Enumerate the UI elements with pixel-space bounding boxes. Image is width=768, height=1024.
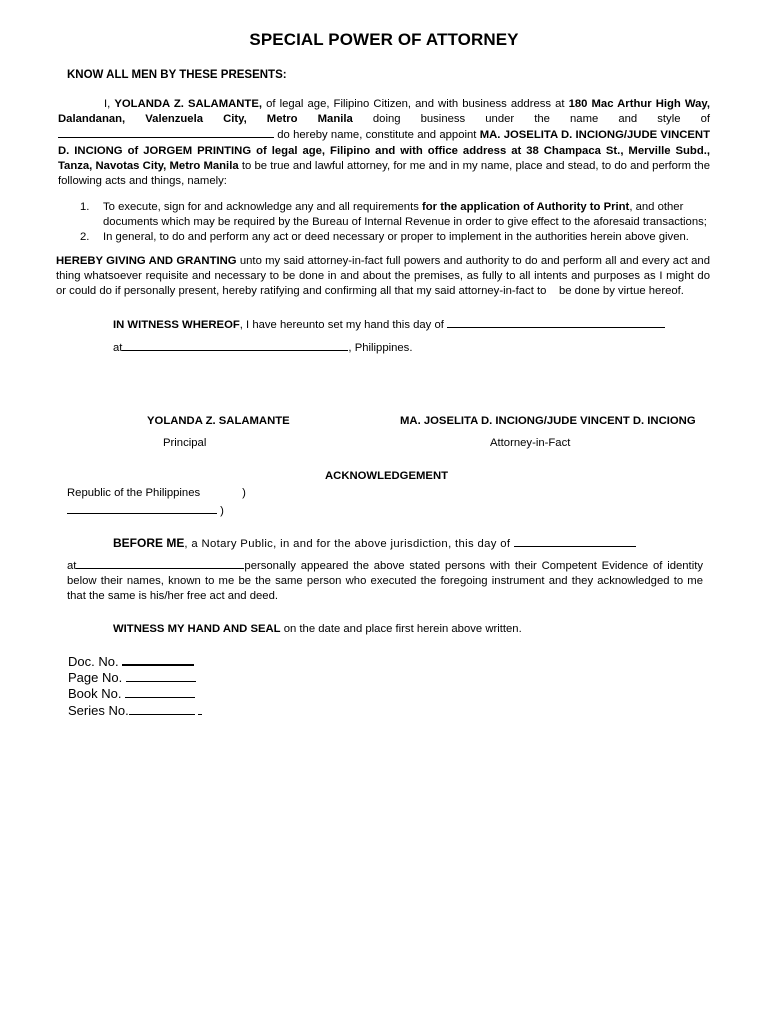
principal-name: YOLANDA Z. SALAMANTE	[147, 415, 290, 427]
grantor-paragraph: I, YOLANDA Z. SALAMANTE, of legal age, Filipino Citizen, and with business address at 180 Mac Arthur High Way, Dalandanan, Valenzuela City, Metro Manila doing business under the name and style of do hereby name, constitute and appoint MA. JOSELITA D. INCIONG/JUDE VINCENT D. INCIONG of JORGEM PRINTING of legal age, Filipino and with office address at 38 Champaca St., Merville Subd., Tanza, Navotas City, Metro Manila to be true and lawful attorney, for me and in my name, place and stead, to do and perform the following acts and things, namely:	[58, 98, 711, 188]
place-blank	[122, 340, 348, 351]
before-me-line: BEFORE ME, a Notary Public, in and for the above jurisdiction, this day of	[113, 536, 703, 550]
ack-date-blank	[514, 536, 636, 547]
doc-no-blank	[122, 654, 194, 666]
series-no-blank	[129, 704, 195, 715]
page-no-line: Page No.	[68, 670, 196, 685]
attorney-name: MA. JOSELITA D. INCIONG/JUDE VINCENT D. INCIONG	[400, 415, 696, 427]
book-no-blank	[125, 687, 195, 698]
grantor-name: YOLANDA Z. SALAMANTE,	[114, 98, 263, 110]
attorney-names: MA. JOSELITA D. INCIONG/JUDE VINCENT D. INCIONG of JORGEM PRINTING of legal age, Filipino and with office address at 38 Champaca St., Merville Subd., Tanza, Navotas City, Metro Manila	[58, 129, 710, 172]
business-name-blank	[58, 127, 274, 138]
intro-heading: KNOW ALL MEN BY THESE PRESENTS:	[67, 69, 287, 81]
book-no-line: Book No.	[68, 686, 195, 701]
venue-republic: Republic of the Philippines )	[67, 487, 246, 499]
acknowledgement-heading: ACKNOWLEDGEMENT	[325, 470, 449, 482]
principal-role: Principal	[163, 437, 207, 449]
acknowledgement-paragraph: at personally appeared the above stated persons with their Competent Evidence of identity below their names, known to me be the same person who executed the foregoing instrument and they acknowledged to me that the same is his/her free act and deed.	[67, 560, 703, 603]
grantor-address: 180 Mac Arthur High Way, Dalandanan, Valenzuela City, Metro Manila	[58, 98, 710, 126]
page-no-blank	[126, 671, 196, 682]
venue-city: )	[67, 503, 224, 517]
date-blank	[447, 317, 665, 328]
doc-no-line: Doc. No.	[68, 654, 194, 669]
powers-list	[58, 200, 713, 246]
witness-place-line: at , Philippines.	[113, 342, 413, 354]
granting-paragraph: HEREBY GIVING AND GRANTING unto my said attorney-in-fact full powers and authority to do and perform all and every act and thing whatsoever requisite and necessary to be done in and about the premises, as fully to all intents and purposes as I might do or could do if personally present, hereby ratifying and confirming all that my said attorney-in-fact to be done by virtue hereof.	[56, 255, 710, 298]
series-no-line: Series No.	[68, 703, 202, 718]
venue-blank	[67, 503, 217, 514]
list-item: 2. In general, to do and perform any act or deed necessary or proper to implement in the authorities herein above given.	[80, 231, 689, 244]
witness-line: IN WITNESS WHEREOF, I have hereunto set my hand this day of	[113, 317, 665, 331]
witness-seal-line: WITNESS MY HAND AND SEAL on the date and place first herein above written.	[113, 623, 522, 635]
list-item: 1. To execute, sign for and acknowledge any and all requirements for the application of Authority to Print, and other documents which may be required by the Bureau of Internal Revenue in order to give effect to the aforesaid transactions;	[80, 201, 707, 229]
document-title: SPECIAL POWER OF ATTORNEY	[249, 30, 519, 49]
ack-place-blank	[76, 558, 244, 569]
attorney-role: Attorney-in-Fact	[490, 437, 571, 449]
